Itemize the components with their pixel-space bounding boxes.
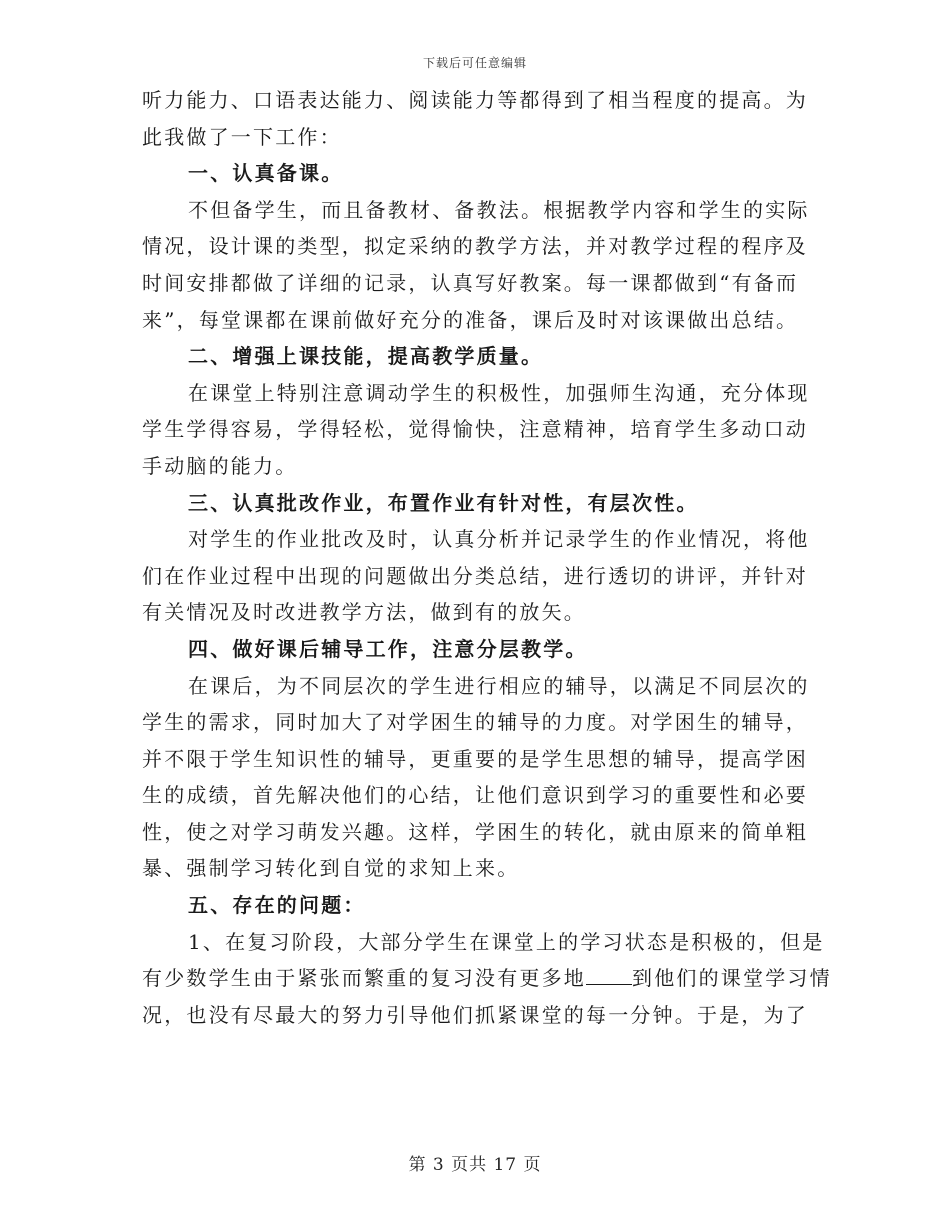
paragraph-line: 并不限于学生知识性的辅导，更重要的是学生思想的辅导，提高学困	[142, 746, 808, 771]
paragraph-line: 在课后，为不同层次的学生进行相应的辅导，以满足不同层次的	[188, 673, 810, 698]
paragraph-line: 学生学得容易，学得轻松，觉得愉快，注意精神，培育学生多动口动	[142, 417, 808, 442]
paragraph-line: 况，也没有尽最大的努力引导他们抓紧课堂的每一分钟。于是，为了	[142, 1002, 808, 1027]
section-heading-2: 二、增强上课技能，提高教学质量。	[188, 344, 544, 369]
line-text-before-blank: 有少数学生由于紧张而繁重的复习没有更多地	[142, 966, 586, 991]
paragraph-line: 性，使之对学习萌发兴趣。这样，学困生的转化，就由原来的简单粗	[142, 819, 808, 844]
paragraph-line: 情况，设计课的类型，拟定采纳的教学方法，并对教学过程的程序及	[142, 234, 808, 259]
paragraph-line: 有关情况及时改进教学方法，做到有的放矢。	[142, 600, 586, 625]
paragraph-line: 在课堂上特别注意调动学生的积极性，加强师生沟通，充分体现	[188, 380, 810, 405]
paragraph-line: 时间安排都做了详细的记录，认真写好教案。每一课都做到“有备而	[142, 270, 799, 295]
section-heading-3: 三、认真批改作业，布置作业有针对性，有层次性。	[188, 490, 699, 515]
paragraph-line: 暴、强制学习转化到自觉的求知上来。	[142, 856, 520, 881]
paragraph-line: 来”，每堂课都在课前做好充分的准备，课后及时对该课做出总结。	[142, 307, 799, 332]
fill-in-blank	[586, 966, 632, 985]
line-text-after-blank: 到他们的课堂学习情	[632, 966, 832, 991]
paragraph-line: 手动脑的能力。	[142, 453, 298, 478]
paragraph-line: 不但备学生，而且备教材、备教法。根据教学内容和学生的实际	[188, 197, 810, 222]
paragraph-line	[142, 960, 832, 997]
paragraph-line: 此我做了一下工作：	[142, 124, 342, 149]
page-header: 下载后可任意编辑	[422, 56, 527, 70]
section-heading-5: 五、存在的问题：	[188, 893, 366, 918]
paragraph-line: 1、在复习阶段，大部分学生在课堂上的学习状态是积极的，但是	[188, 929, 825, 954]
paragraph-line: 听力能力、口语表达能力、阅读能力等都得到了相当程度的提高。为	[142, 88, 808, 112]
paragraph-line: 对学生的作业批改及时，认真分析并记录学生的作业情况，将他	[188, 527, 810, 552]
section-heading-4: 四、做好课后辅导工作，注意分层教学。	[188, 636, 588, 661]
document-body	[142, 82, 832, 1033]
paragraph-line: 们在作业过程中出现的问题做出分类总结，进行透切的讲评，并针对	[142, 563, 808, 588]
paragraph-line: 学生的需求，同时加大了对学困生的辅导的力度。对学困生的辅导，	[142, 710, 808, 735]
page-number: 第 3 页共 17 页	[408, 1155, 542, 1175]
paragraph-line: 生的成绩，首先解决他们的心结，让他们意识到学习的重要性和必要	[142, 783, 808, 808]
section-heading-1: 一、认真备课。	[188, 161, 344, 186]
